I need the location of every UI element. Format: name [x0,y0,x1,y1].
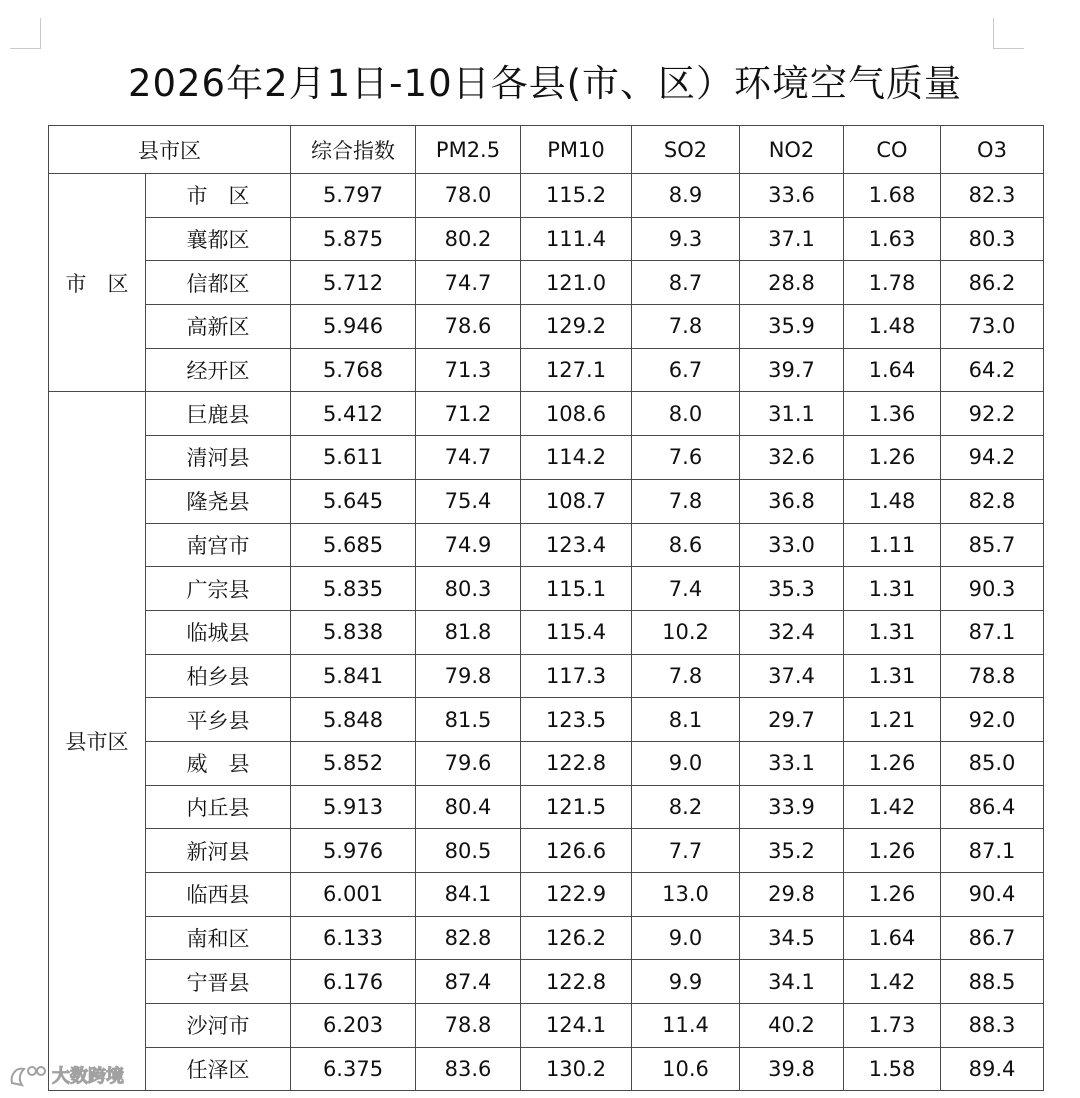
value-cell: 6.375 [291,1047,416,1091]
value-cell: 1.36 [844,392,941,436]
group-label: 市 区 [49,174,146,392]
value-cell: 34.1 [740,960,844,1004]
value-cell: 7.7 [632,829,740,873]
value-cell: 124.1 [521,1004,632,1048]
value-cell: 1.68 [844,174,941,218]
value-cell: 82.3 [941,174,1044,218]
county-name-cell: 平乡县 [146,698,291,742]
value-cell: 8.2 [632,785,740,829]
value-cell: 33.9 [740,785,844,829]
value-cell: 92.0 [941,698,1044,742]
value-cell: 1.31 [844,610,941,654]
value-cell: 7.8 [632,305,740,349]
value-cell: 32.4 [740,610,844,654]
value-cell: 6.176 [291,960,416,1004]
value-cell: 39.8 [740,1047,844,1091]
value-cell: 39.7 [740,348,844,392]
value-cell: 1.26 [844,741,941,785]
value-cell: 89.4 [941,1047,1044,1091]
county-name-cell: 任泽区 [146,1047,291,1091]
column-header: SO2 [632,126,740,174]
value-cell: 1.64 [844,348,941,392]
value-cell: 36.8 [740,479,844,523]
value-cell: 87.1 [941,829,1044,873]
value-cell: 88.3 [941,1004,1044,1048]
value-cell: 6.001 [291,873,416,917]
column-header: CO [844,126,941,174]
value-cell: 1.48 [844,305,941,349]
value-cell: 8.1 [632,698,740,742]
value-cell: 5.946 [291,305,416,349]
column-header: 县市区 [49,126,291,174]
value-cell: 122.8 [521,741,632,785]
value-cell: 84.1 [416,873,521,917]
watermark-logo-icon [8,1061,48,1089]
table-row [49,217,1044,261]
value-cell: 78.8 [416,1004,521,1048]
value-cell: 5.838 [291,610,416,654]
table-row [49,741,1044,785]
value-cell: 5.611 [291,436,416,480]
value-cell: 35.9 [740,305,844,349]
value-cell: 126.2 [521,916,632,960]
value-cell: 37.4 [740,654,844,698]
table-row [49,698,1044,742]
value-cell: 94.2 [941,436,1044,480]
value-cell: 5.412 [291,392,416,436]
value-cell: 7.4 [632,567,740,611]
value-cell: 5.848 [291,698,416,742]
value-cell: 122.8 [521,960,632,1004]
column-header: O3 [941,126,1044,174]
value-cell: 88.5 [941,960,1044,1004]
value-cell: 8.0 [632,392,740,436]
value-cell: 6.133 [291,916,416,960]
value-cell: 71.3 [416,348,521,392]
value-cell: 121.0 [521,261,632,305]
county-name-cell: 清河县 [146,436,291,480]
value-cell: 87.4 [416,960,521,1004]
table-header-row [49,126,1044,174]
value-cell: 80.4 [416,785,521,829]
page-corner-mark-top-left [10,18,41,49]
value-cell: 7.8 [632,479,740,523]
value-cell: 9.0 [632,916,740,960]
value-cell: 108.6 [521,392,632,436]
value-cell: 117.3 [521,654,632,698]
value-cell: 5.835 [291,567,416,611]
value-cell: 5.797 [291,174,416,218]
value-cell: 86.7 [941,916,1044,960]
county-name-cell: 临城县 [146,610,291,654]
value-cell: 10.2 [632,610,740,654]
value-cell: 5.768 [291,348,416,392]
value-cell: 35.2 [740,829,844,873]
value-cell: 75.4 [416,479,521,523]
value-cell: 6.203 [291,1004,416,1048]
value-cell: 9.9 [632,960,740,1004]
value-cell: 129.2 [521,305,632,349]
group-label: 县市区 [49,392,146,1091]
table-row [49,348,1044,392]
value-cell: 122.9 [521,873,632,917]
value-cell: 121.5 [521,785,632,829]
value-cell: 92.2 [941,392,1044,436]
value-cell: 114.2 [521,436,632,480]
value-cell: 28.8 [740,261,844,305]
value-cell: 80.3 [416,567,521,611]
value-cell: 80.5 [416,829,521,873]
value-cell: 130.2 [521,1047,632,1091]
value-cell: 1.42 [844,785,941,829]
value-cell: 78.6 [416,305,521,349]
value-cell: 90.4 [941,873,1044,917]
value-cell: 115.4 [521,610,632,654]
value-cell: 90.3 [941,567,1044,611]
value-cell: 29.8 [740,873,844,917]
value-cell: 5.841 [291,654,416,698]
value-cell: 1.26 [844,436,941,480]
value-cell: 83.6 [416,1047,521,1091]
value-cell: 5.875 [291,217,416,261]
value-cell: 32.6 [740,436,844,480]
value-cell: 37.1 [740,217,844,261]
county-name-cell: 隆尧县 [146,479,291,523]
column-header: PM2.5 [416,126,521,174]
county-name-cell: 临西县 [146,873,291,917]
value-cell: 1.26 [844,873,941,917]
value-cell: 31.1 [740,392,844,436]
value-cell: 74.7 [416,436,521,480]
value-cell: 80.3 [941,217,1044,261]
document-title: 2026年2月1日-10日各县(市、区）环境空气质量 [127,62,963,105]
value-cell: 85.7 [941,523,1044,567]
column-header: 综合指数 [291,126,416,174]
column-header: NO2 [740,126,844,174]
value-cell: 35.3 [740,567,844,611]
value-cell: 5.852 [291,741,416,785]
county-name-cell: 宁晋县 [146,960,291,1004]
value-cell: 64.2 [941,348,1044,392]
county-name-cell: 经开区 [146,348,291,392]
air-quality-table [48,125,1044,1091]
value-cell: 6.7 [632,348,740,392]
value-cell: 78.8 [941,654,1044,698]
county-name-cell: 信都区 [146,261,291,305]
value-cell: 9.0 [632,741,740,785]
table-row [49,174,1044,218]
county-name-cell: 南和区 [146,916,291,960]
value-cell: 82.8 [941,479,1044,523]
value-cell: 9.3 [632,217,740,261]
county-name-cell: 市 区 [146,174,291,218]
county-name-cell: 新河县 [146,829,291,873]
value-cell: 8.6 [632,523,740,567]
table-row [49,785,1044,829]
county-name-cell: 内丘县 [146,785,291,829]
table-row [49,916,1044,960]
value-cell: 1.31 [844,567,941,611]
table-row [49,1004,1044,1048]
page-corner-mark-top-right [993,18,1024,49]
value-cell: 86.2 [941,261,1044,305]
value-cell: 127.1 [521,348,632,392]
value-cell: 5.645 [291,479,416,523]
value-cell: 1.58 [844,1047,941,1091]
value-cell: 13.0 [632,873,740,917]
table-row [49,261,1044,305]
value-cell: 5.685 [291,523,416,567]
value-cell: 8.7 [632,261,740,305]
value-cell: 73.0 [941,305,1044,349]
value-cell: 5.712 [291,261,416,305]
value-cell: 5.976 [291,829,416,873]
value-cell: 123.5 [521,698,632,742]
value-cell: 86.4 [941,785,1044,829]
county-name-cell: 沙河市 [146,1004,291,1048]
value-cell: 5.913 [291,785,416,829]
value-cell: 33.0 [740,523,844,567]
value-cell: 1.78 [844,261,941,305]
value-cell: 71.2 [416,392,521,436]
county-name-cell: 柏乡县 [146,654,291,698]
value-cell: 126.6 [521,829,632,873]
table-row [49,960,1044,1004]
value-cell: 78.0 [416,174,521,218]
value-cell: 33.1 [740,741,844,785]
value-cell: 74.7 [416,261,521,305]
value-cell: 11.4 [632,1004,740,1048]
value-cell: 111.4 [521,217,632,261]
value-cell: 1.26 [844,829,941,873]
value-cell: 108.7 [521,479,632,523]
value-cell: 1.64 [844,916,941,960]
value-cell: 10.6 [632,1047,740,1091]
value-cell: 81.8 [416,610,521,654]
value-cell: 79.6 [416,741,521,785]
value-cell: 1.21 [844,698,941,742]
county-name-cell: 广宗县 [146,567,291,611]
table-row [49,305,1044,349]
value-cell: 74.9 [416,523,521,567]
value-cell: 40.2 [740,1004,844,1048]
table-row [49,654,1044,698]
value-cell: 123.4 [521,523,632,567]
column-header: PM10 [521,126,632,174]
value-cell: 33.6 [740,174,844,218]
value-cell: 7.8 [632,654,740,698]
county-name-cell: 巨鹿县 [146,392,291,436]
value-cell: 81.5 [416,698,521,742]
value-cell: 1.11 [844,523,941,567]
value-cell: 115.2 [521,174,632,218]
value-cell: 1.42 [844,960,941,1004]
value-cell: 7.6 [632,436,740,480]
table-row [49,479,1044,523]
value-cell: 115.1 [521,567,632,611]
value-cell: 1.48 [844,479,941,523]
value-cell: 34.5 [740,916,844,960]
county-name-cell: 威 县 [146,741,291,785]
county-name-cell: 高新区 [146,305,291,349]
value-cell: 1.31 [844,654,941,698]
value-cell: 1.63 [844,217,941,261]
table-row [49,392,1044,436]
value-cell: 79.8 [416,654,521,698]
table-row [49,523,1044,567]
table-row [49,1047,1044,1091]
table-row [49,610,1044,654]
value-cell: 8.9 [632,174,740,218]
county-name-cell: 南宫市 [146,523,291,567]
table-row [49,436,1044,480]
value-cell: 87.1 [941,610,1044,654]
table-row [49,567,1044,611]
value-cell: 29.7 [740,698,844,742]
county-name-cell: 襄都区 [146,217,291,261]
watermark-text: 大数跨境 [52,1066,124,1087]
value-cell: 85.0 [941,741,1044,785]
value-cell: 1.73 [844,1004,941,1048]
value-cell: 82.8 [416,916,521,960]
table-row [49,829,1044,873]
table-row [49,873,1044,917]
value-cell: 80.2 [416,217,521,261]
watermark [8,1060,148,1090]
